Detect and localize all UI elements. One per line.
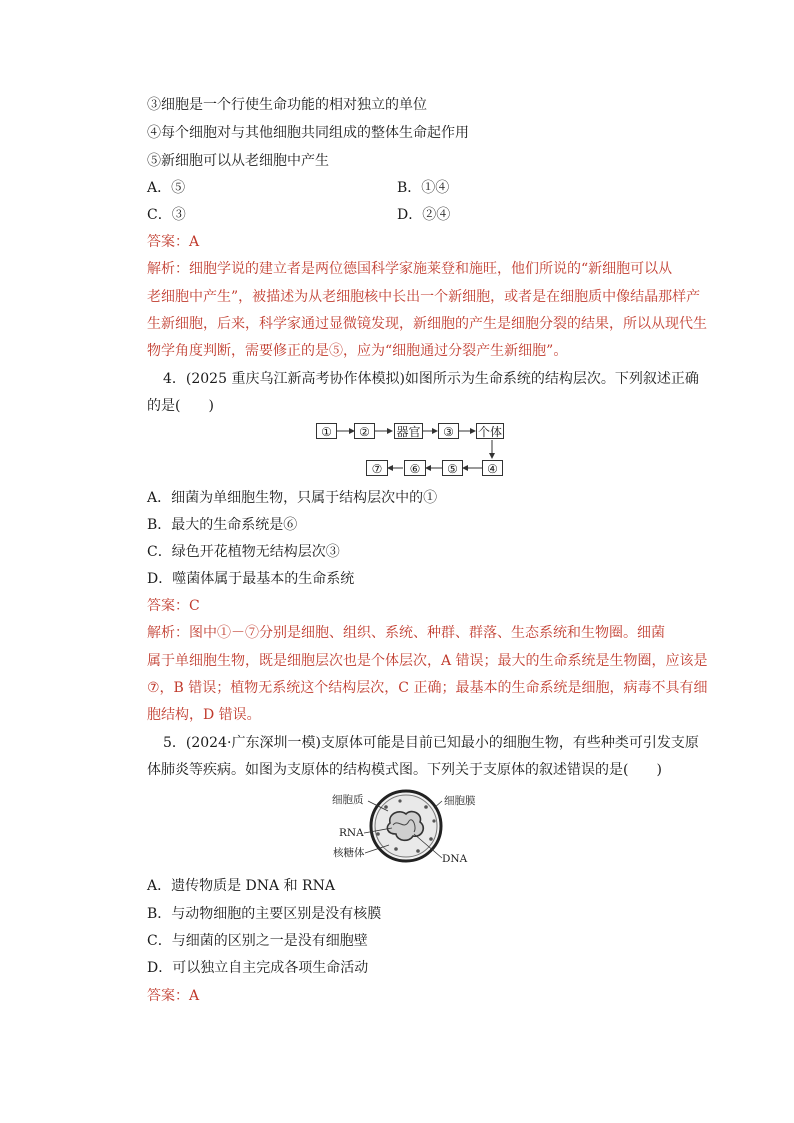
- hierarchy-diagram: [316, 423, 506, 479]
- statement-4: ④每个细胞对与其他细胞共同组成的整体生命起作用: [147, 125, 469, 141]
- q3-answer: 答案：A: [147, 234, 200, 250]
- diagram-node-organ: 器官: [394, 423, 423, 439]
- q5-stem-line: 体肺炎等疾病。如图为支原体的结构模式图。下列关于支原体的叙述错误的是( ): [147, 762, 662, 778]
- diagram-node-5: ⑤: [442, 460, 463, 476]
- q4-analysis-line: 解析：图中①－⑦分别是细胞、组织、系统、种群、群落、生态系统和生物圈。细菌: [147, 625, 665, 641]
- label-dna: DNA: [442, 853, 468, 865]
- q3-option-a: A．⑤: [147, 180, 186, 196]
- statement-3: ③细胞是一个行使生命功能的相对独立的单位: [147, 97, 427, 113]
- q4-analysis-line: 胞结构，D 错误。: [147, 707, 261, 723]
- q5-option-d: D．可以独立自主完成各项生命活动: [147, 960, 369, 976]
- q3-analysis-line: 老细胞中产生”，被描述为从老细胞核中长出一个新细胞，或者是在细胞质中像结晶那样产: [147, 289, 701, 305]
- q5-option-b: B．与动物细胞的主要区别是没有核膜: [147, 906, 382, 922]
- q5-option-a: A．遗传物质是 DNA 和 RNA: [147, 878, 335, 894]
- label-cytoplasm: 细胞质: [332, 794, 364, 806]
- q4-answer: 答案：C: [147, 598, 200, 614]
- q3-option-b: B．①④: [397, 180, 450, 196]
- q4-option-b: B．最大的生命系统是⑥: [147, 517, 298, 533]
- q5-answer: 答案：A: [147, 988, 200, 1004]
- statement-5: ⑤新细胞可以从老细胞中产生: [147, 153, 329, 169]
- q4-stem-line: 4．(2025 重庆乌江新高考协作体模拟)如图所示为生命系统的结构层次。下列叙述正确: [163, 371, 699, 387]
- q3-option-c: C．③: [147, 207, 186, 223]
- mycoplasma-figure: [330, 787, 480, 867]
- q4-option-c: C．绿色开花植物无结构层次③: [147, 544, 340, 560]
- q4-analysis-line: 属于单细胞生物，既是细胞层次也是个体层次，A 错误；最大的生命系统是生物圈，应该是: [147, 653, 708, 669]
- q4-analysis-line: ⑦，B 错误；植物无系统这个结构层次，C 正确；最基本的生命系统是细胞，病毒不具有细: [147, 680, 708, 696]
- diagram-node-7: ⑦: [366, 460, 388, 476]
- label-rna: RNA: [339, 827, 364, 839]
- q4-option-d: D．噬菌体属于最基本的生命系统: [147, 571, 355, 587]
- diagram-node-4: ④: [482, 460, 503, 476]
- diagram-node-3: ③: [438, 423, 459, 439]
- q3-analysis-line: 解析：细胞学说的建立者是两位德国科学家施莱登和施旺，他们所说的“新细胞可以从: [147, 261, 673, 277]
- q3-analysis-line: 物学角度判断，需要修正的是⑤，应为“细胞通过分裂产生新细胞”。: [147, 343, 568, 359]
- diagram-node-individual: 个体: [477, 425, 502, 439]
- label-cell-membrane: 细胞膜: [444, 795, 476, 807]
- q4-stem-line: 的是( ): [147, 398, 214, 414]
- label-ribosome: 核糖体: [333, 847, 365, 859]
- diagram-node-6: ⑥: [404, 460, 426, 476]
- diagram-node-2: ②: [354, 423, 375, 439]
- q3-option-d: D．②④: [397, 207, 451, 223]
- q4-option-a: A．细菌为单细胞生物，只属于结构层次中的①: [147, 490, 438, 506]
- diagram-node-1: ①: [316, 423, 337, 439]
- q5-option-c: C．与细菌的区别之一是没有细胞壁: [147, 933, 368, 949]
- q5-stem-line: 5．(2024·广东深圳一模)支原体可能是目前已知最小的细胞生物，有些种类可引发支原: [163, 735, 699, 751]
- q3-analysis-line: 生新细胞，后来，科学家通过显微镜发现，新细胞的产生是细胞分裂的结果，所以从现代生: [147, 316, 707, 332]
